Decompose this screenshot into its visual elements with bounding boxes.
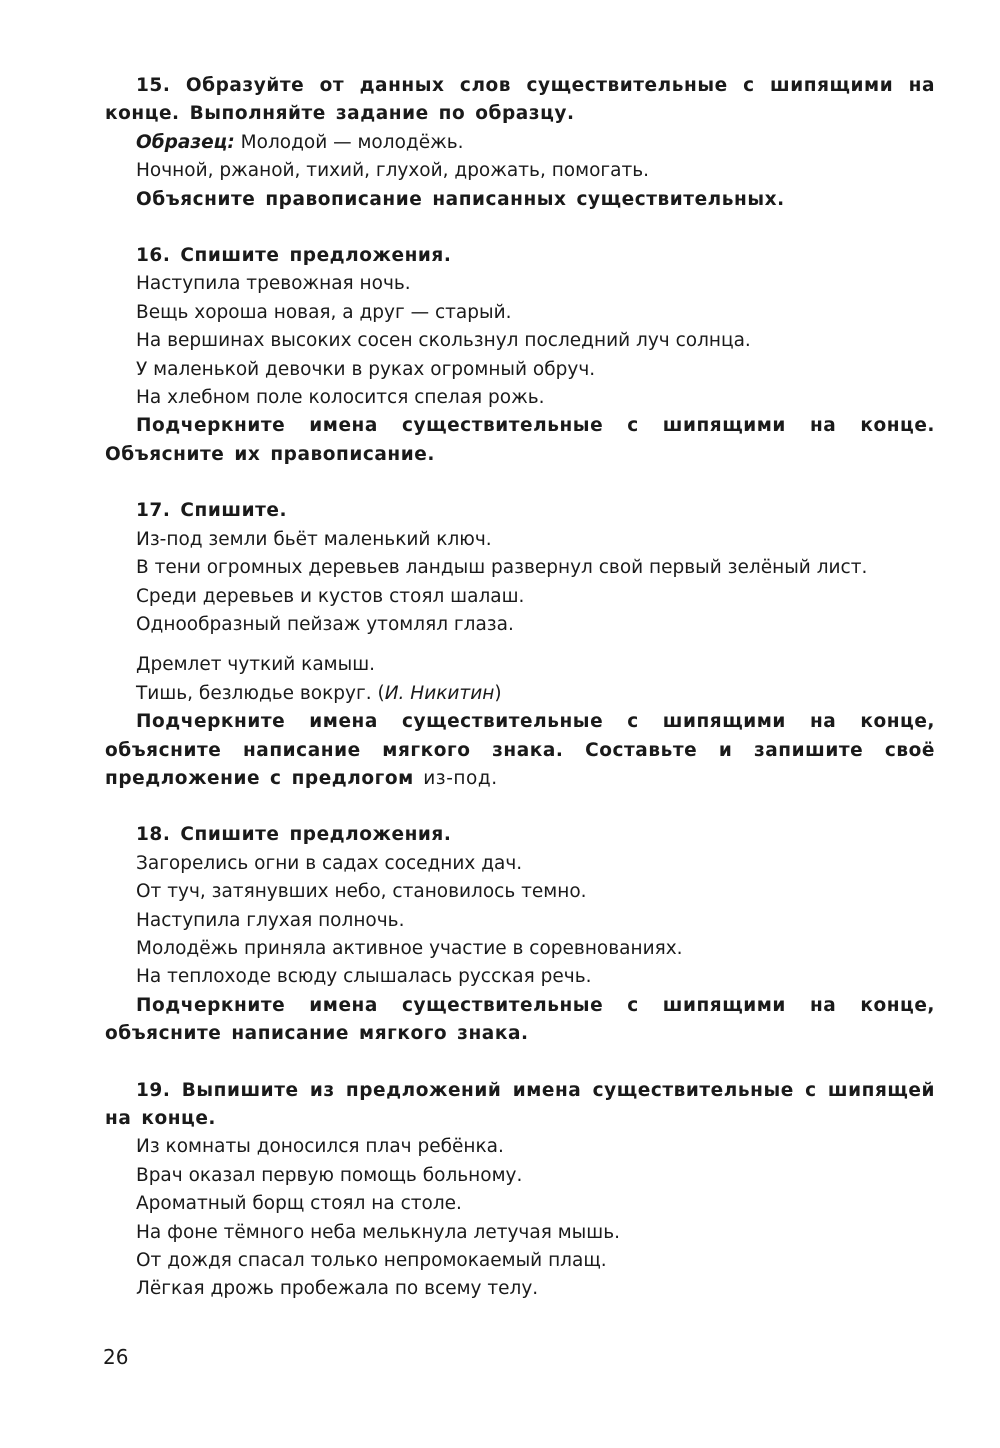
sentence-line: Из-под земли бьёт маленький ключ.: [136, 528, 492, 550]
exercise-18: [105, 821, 935, 1048]
exercise-17-instruction: [105, 708, 935, 793]
poem-line: Дремлет чуткий камыш.: [136, 654, 376, 676]
sentence-line: На теплоходе всюду слышалась русская речь.: [136, 966, 592, 988]
sentence-line: От туч, затянувших небо, становилось темно.: [136, 881, 587, 903]
exercise-17-instruction-tail: из-под.: [413, 767, 498, 789]
sentence-line: Среди деревьев и кустов стоял шалаш.: [136, 585, 525, 607]
exercise-17-instruction-text: Подчеркните имена существительные с шипящими на конце, объясните написание мягкого знака. Составьте и запишите своё предложение с предлогом: [105, 711, 935, 789]
exercise-15-words: Ночной, ржаной, тихий, глухой, дрожать, помогать.: [136, 160, 650, 182]
poem-line: [105, 680, 935, 708]
exercise-16-instruction: Подчеркните имена существительные с шипящими на конце. Объясните их правописание.: [105, 415, 935, 465]
sentence-line: Однообразный пейзаж утомлял глаза.: [136, 613, 514, 635]
sample-label: Образец:: [136, 131, 235, 153]
sentence-line: Наступила глухая полночь.: [136, 909, 405, 931]
page-number: 26: [103, 1345, 129, 1369]
sentence-line: Лёгкая дрожь пробежала по всему телу.: [136, 1278, 539, 1300]
sentence-line: На вершинах высоких сосен скользнул последний луч солнца.: [136, 330, 751, 352]
sentence-line: Загорелись огни в садах соседних дач.: [136, 852, 523, 874]
sentence-line: Врач оказал первую помощь больному.: [136, 1164, 523, 1186]
sentence-line: Из комнаты доносился плач ребёнка.: [136, 1136, 504, 1158]
sample-text: Молодой — молодёжь.: [234, 131, 464, 153]
exercise-19: [105, 1077, 935, 1304]
exercise-15-sample: [105, 129, 935, 157]
sentence-line: Ароматный борщ стоял на столе.: [136, 1193, 462, 1215]
sentence-line: Вещь хороша новая, а друг — старый.: [136, 301, 512, 323]
exercise-17: [105, 497, 935, 793]
exercise-15: [105, 72, 935, 214]
exercise-15-title: 15. Образуйте от данных слов существительные с шипящими на конце. Выполняйте задание по образцу.: [105, 75, 935, 125]
exercise-15-instruction: Объясните правописание написанных существительных.: [136, 188, 785, 210]
exercise-16: [105, 242, 935, 469]
poem-author: И. Никитин: [384, 682, 495, 704]
poem-line-text: Тишь, безлюдье вокруг. (: [136, 682, 385, 704]
exercise-17-title: 17. Спишите.: [136, 500, 288, 522]
sentence-line: От дождя спасал только непромокаемый плащ.: [136, 1250, 607, 1272]
sentence-line: Наступила тревожная ночь.: [136, 273, 411, 295]
page-content: [105, 72, 935, 1332]
exercise-18-instruction: Подчеркните имена существительные с шипящими на конце, объясните написание мягкого знака.: [105, 994, 935, 1045]
sentence-line: В тени огромных деревьев ландыш развернул свой первый зелёный лист.: [136, 557, 868, 579]
exercise-16-title: 16. Спишите предложения.: [136, 245, 452, 267]
poem-quote: [105, 651, 935, 708]
sentence-line: Молодёжь приняла активное участие в соревнованиях.: [136, 937, 683, 959]
exercise-18-title: 18. Спишите предложения.: [136, 824, 452, 846]
sentence-line: На хлебном поле колосится спелая рожь.: [136, 387, 545, 409]
sentence-line: На фоне тёмного неба мелькнула летучая мышь.: [136, 1221, 620, 1243]
sentence-line: У маленькой девочки в руках огромный обруч.: [136, 358, 596, 380]
exercise-19-title: 19. Выпишите из предложений имена существительные с шипящей на конце.: [105, 1079, 935, 1129]
poem-close-paren: ): [494, 682, 502, 704]
